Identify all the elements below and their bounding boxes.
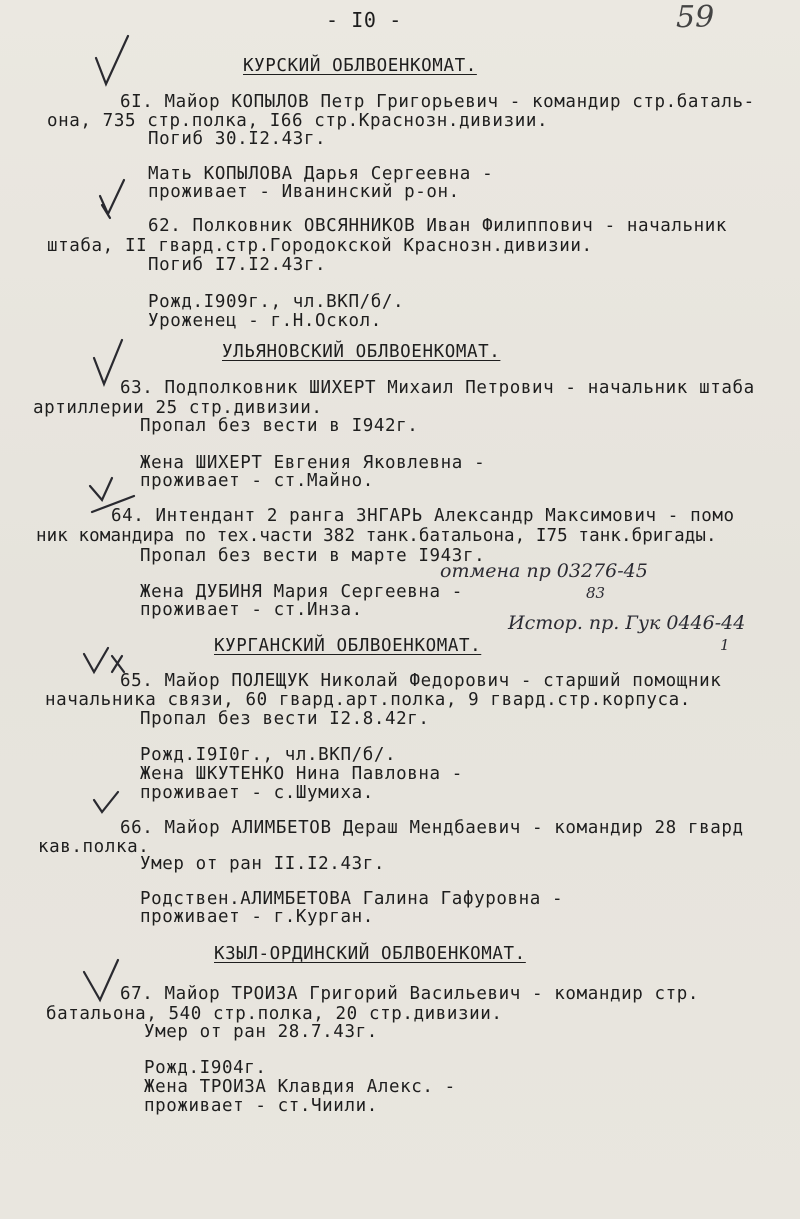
entry-line: Умер от ран 28.7.43г. (144, 1022, 378, 1042)
entry-line: Пропал без вести I2.8.42г. (140, 709, 430, 729)
handwritten-note-sub: 83 (586, 584, 606, 602)
entry-line: 67. Майор ТРОИЗА Григорий Васильевич - командир стр. (120, 984, 700, 1004)
entry-line: Умер от ран II.I2.43г. (140, 854, 385, 874)
check-mark-icon (96, 36, 128, 84)
check-mark-icon (100, 180, 124, 214)
entry-detail: Жена ТРОИЗА Клавдия Алекс. - (144, 1077, 456, 1097)
check-mark-icon (84, 960, 118, 1000)
handwritten-note: Истор. пр. Гук 0446-44 (508, 612, 746, 634)
entry-line: 62. Полковник ОВСЯННИКОВ Иван Филиппович - начальник (148, 216, 728, 236)
entry-line: Пропал без вести в марте I943г. (140, 546, 486, 566)
entry-detail: Жена ДУБИНЯ Мария Сергеевна - (140, 582, 463, 602)
check-mark-icon (94, 340, 122, 384)
entry-line: 66. Майор АЛИМБЕТОВ Дераш Мендбаевич - командир 28 гвард (120, 818, 744, 838)
entry-detail: Жена ШКУТЕНКО Нина Павловна - (140, 764, 463, 784)
entry-line: штаба, II гвард.стр.Городокской Краснозн.дивизии. (47, 236, 593, 256)
entry-detail: проживает - ст.Майно. (140, 471, 374, 491)
entry-line: 64. Интендант 2 ранга ЗНГАРЬ Александр Максимович - помо (111, 506, 735, 526)
section-header: УЛЬЯНОВСКИЙ ОБЛВОЕНКОМАТ. (222, 342, 501, 362)
entry-line: артиллерии 25 стр.дивизии. (33, 398, 323, 418)
entry-line: 6I. Майор КОПЫЛОВ Петр Григорьевич - командир стр.баталь- (120, 92, 755, 112)
entry-detail: проживает - с.Шумиха. (140, 783, 374, 803)
entry-line: кав.полка. (38, 837, 150, 857)
entry-line: батальона, 540 стр.полка, 20 стр.дивизии. (46, 1004, 503, 1024)
entry-detail: Мать КОПЫЛОВА Дарья Сергеевна - (148, 164, 494, 184)
archive-number: 59 (676, 0, 715, 35)
entry-line: она, 735 стр.полка, I66 стр.Краснозн.дивизии. (47, 111, 549, 131)
entry-line: Пропал без вести в I942г. (140, 416, 419, 436)
entry-line: 65. Майор ПОЛЕЩУК Николай Федорович - старший помощник (120, 671, 722, 691)
entry-detail: проживает - г.Курган. (140, 907, 374, 927)
section-header: КУРГАНСКИЙ ОБЛВОЕНКОМАТ. (214, 636, 482, 656)
entry-detail: Рожд.I909г., чл.ВКП/б/. (148, 292, 405, 312)
check-mark-icon (102, 205, 110, 218)
handwritten-note: отмена пр 03276-45 (440, 560, 648, 582)
section-header: КЗЫЛ-ОРДИНСКИЙ ОБЛВОЕНКОМАТ. (214, 944, 526, 964)
check-mark-icon (84, 648, 108, 672)
entry-detail: Рожд.I904г. (144, 1058, 267, 1078)
entry-detail: Жена ШИХЕРТ Евгения Яковлевна - (140, 453, 486, 473)
entry-line: Погиб 30.I2.43г. (148, 129, 327, 149)
entry-detail: Уроженец - г.Н.Оскол. (148, 311, 382, 331)
entry-line: 63. Подполковник ШИХЕРТ Михаил Петрович - начальник штаба (120, 378, 755, 398)
handwritten-note-sub: 1 (720, 636, 730, 654)
entry-detail: проживает - ст.Инза. (140, 600, 363, 620)
entry-line: начальника связи, 60 гвард.арт.полка, 9 гвард.стр.корпуса. (45, 690, 691, 710)
section-header: КУРСКИЙ ОБЛВОЕНКОМАТ. (243, 56, 477, 76)
entry-line: Погиб I7.I2.43г. (148, 255, 327, 275)
entry-detail: проживает - ст.Чиили. (144, 1096, 378, 1116)
entry-detail: проживает - Иванинский р-он. (148, 182, 460, 202)
entry-detail: Родствен.АЛИМБЕТОВА Галина Гафуровна - (140, 889, 564, 909)
check-mark-icon (90, 478, 112, 500)
page-number: - I0 - (326, 8, 402, 32)
entry-detail: Рожд.I9I0г., чл.ВКП/б/. (140, 745, 397, 765)
check-mark-icon (112, 656, 124, 672)
entry-line: ник командира по тех.части 382 танк.батальона, I75 танк.бригады. (36, 526, 717, 546)
check-mark-icon (94, 792, 118, 812)
